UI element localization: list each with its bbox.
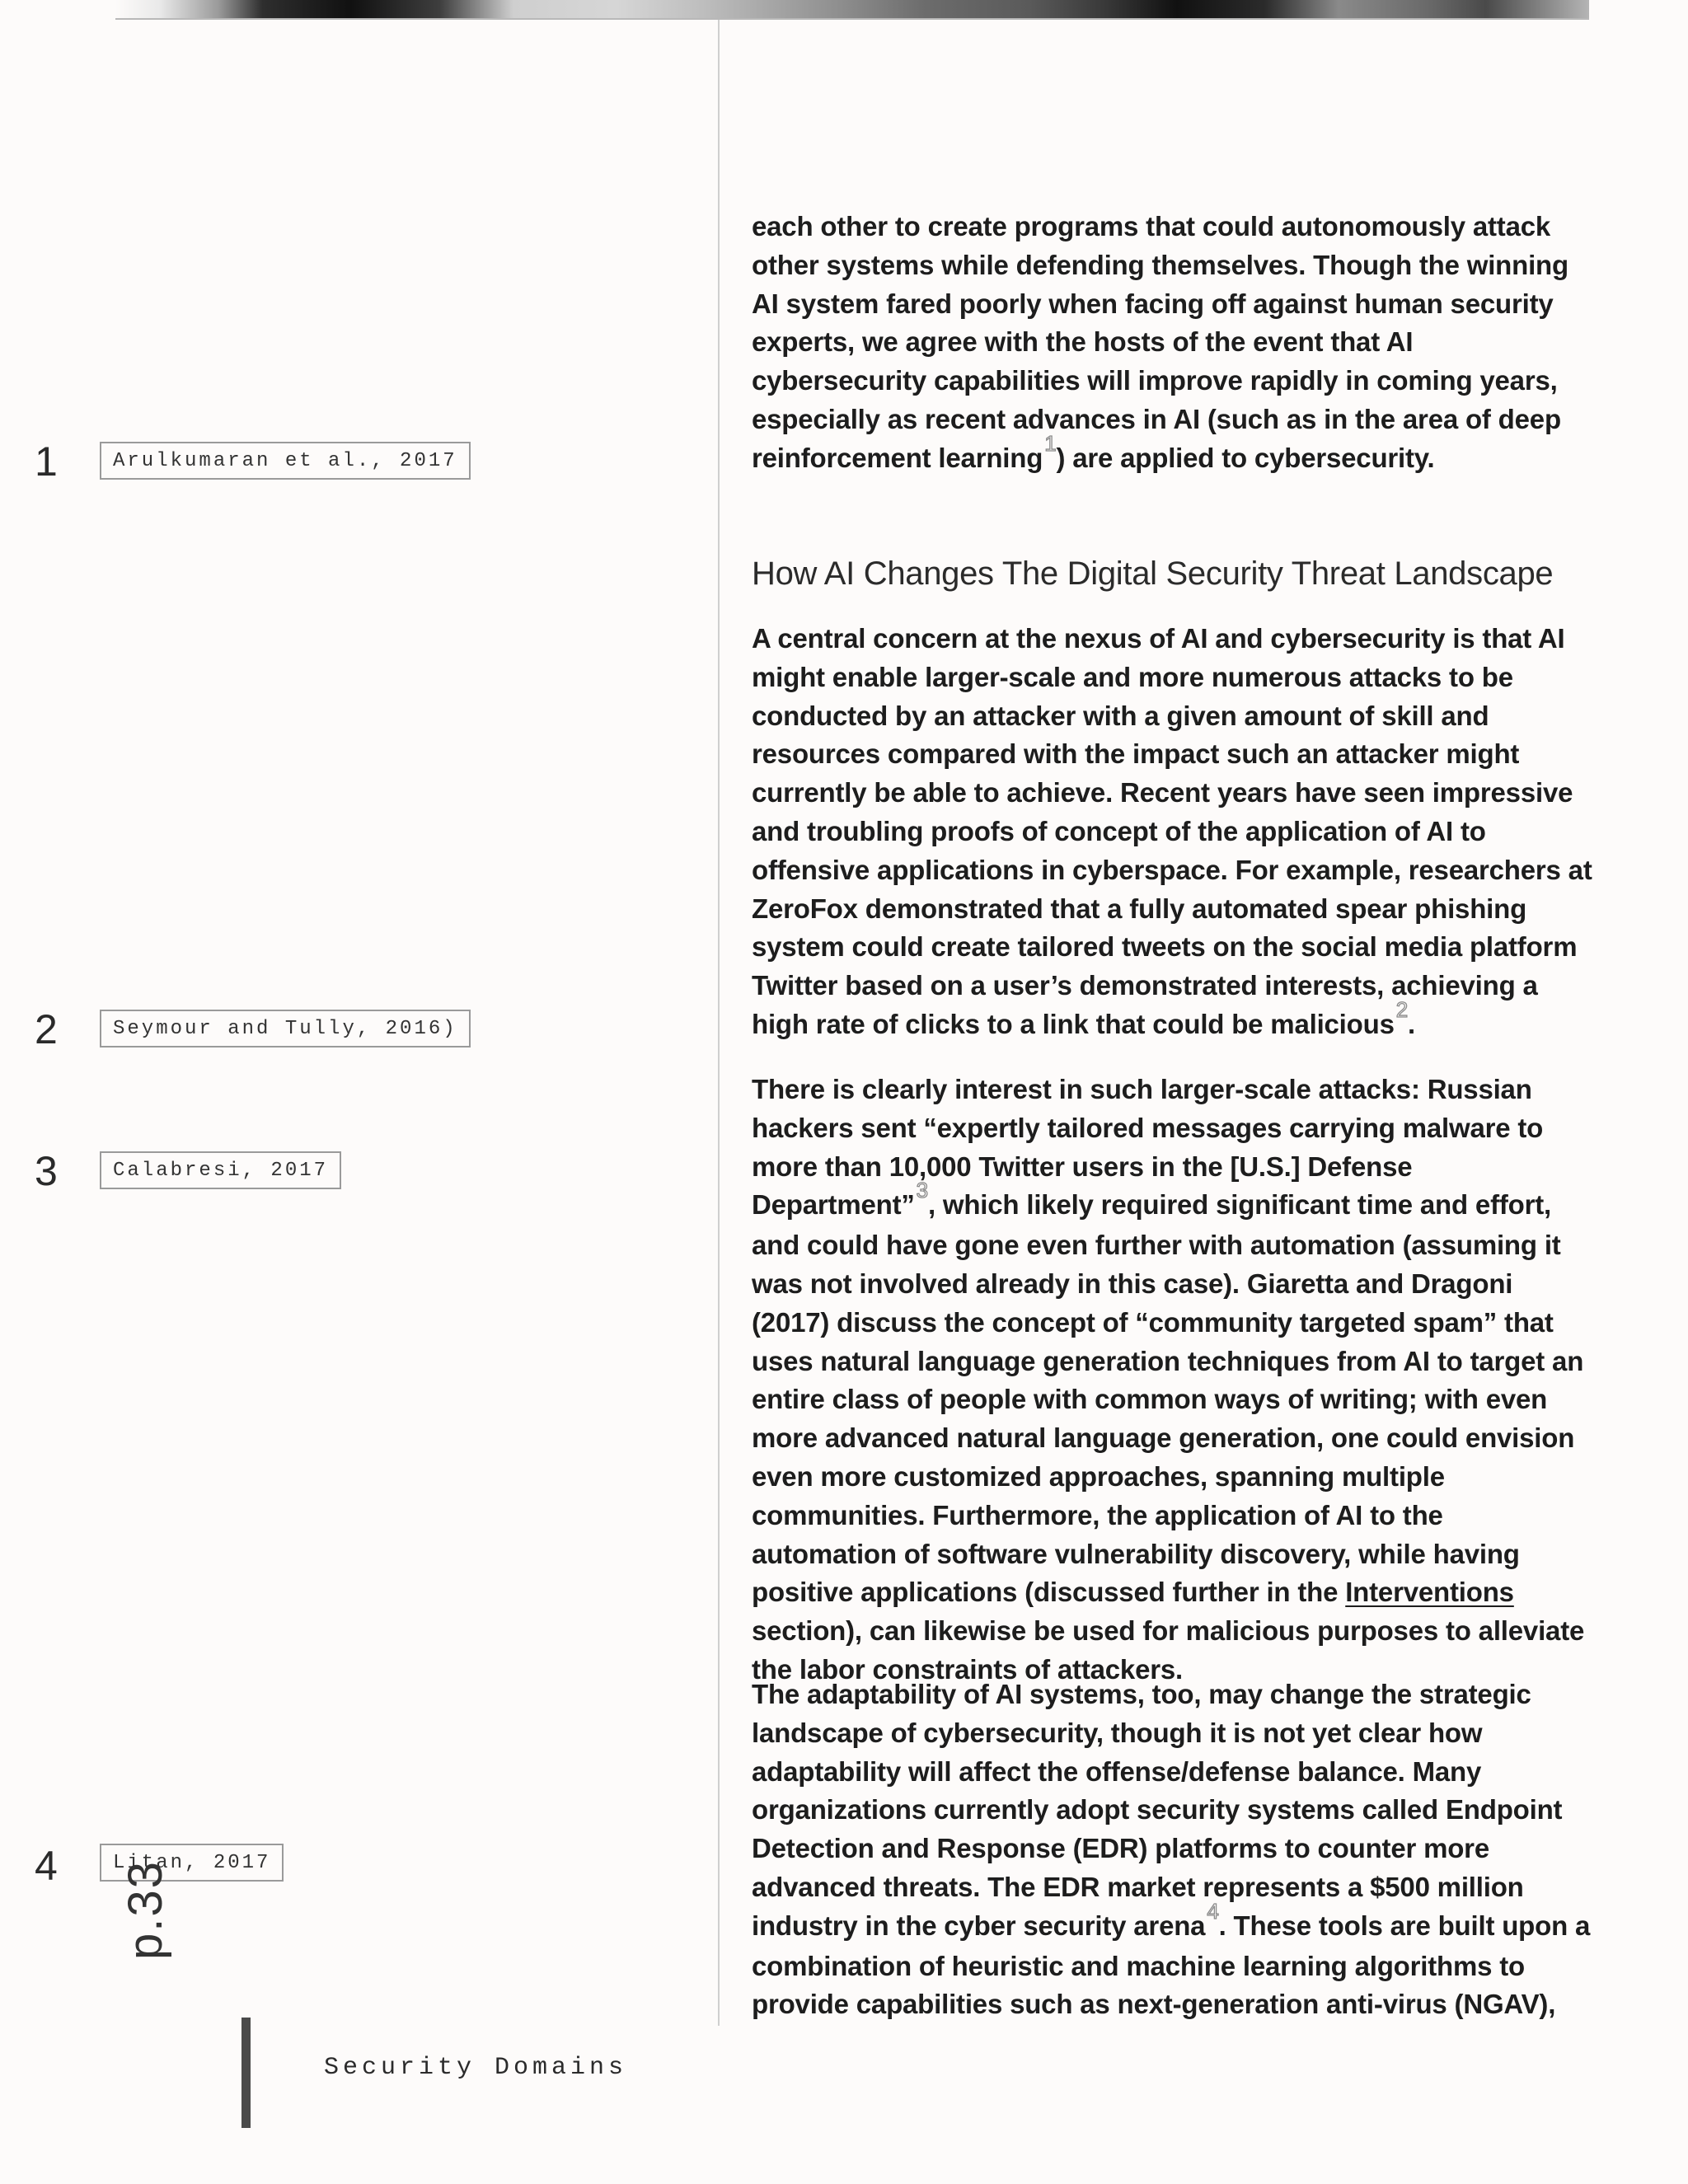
section-heading: How AI Changes The Digital Security Threat Landscape xyxy=(752,555,1554,592)
paragraph-1 xyxy=(752,620,1592,1046)
paragraph-2-text-end: section), can likewise be used for malicious purposes to alleviate the labor constraints of attackers. xyxy=(752,1615,1585,1685)
paragraph-2-text-mid: , which likely required significant time and effort, and could have gone even further with automation (assuming it was not involved already in this case). Giaretta and Dragoni (2017) discuss the concept of “community targeted spam” that uses natural language generation techniques from AI to target an entire class of people with common ways of writing; with even more advanced natural language generation, one could envision even more customized approaches, spanning multiple communities. Furthermore, the application of AI to the automation of software vulnerability discovery, while having positive applications (discussed further in the xyxy=(752,1189,1584,1608)
top-gradient-bar xyxy=(115,0,1589,19)
top-rule xyxy=(115,18,1589,20)
footnote-citation-2: Seymour and Tully, 2016) xyxy=(100,1010,471,1047)
paragraph-3-text-end: . These tools are built upon a combination of heuristic and machine learning algorithms to provide capabilities such as next-generation anti-virus (NGAV), xyxy=(752,1910,1591,2020)
footnote-ref-1[interactable]: 1 xyxy=(1044,430,1057,456)
paragraph-1-text: A central concern at the nexus of AI and cybersecurity is that AI might enable larger-scale and more numerous attacks to be conducted by an attacker with a given amount of skill and resources compared with the impact such an attacker might currently be able to achieve. Recent years have seen impressive and troubling proofs of concept of the application of AI to offensive applications in cyberspace. For example, researchers at ZeroFox demonstrated that a fully automated spear phishing system could create tailored tweets on the social media platform Twitter based on a user’s demonstrated interests, achieving a high rate of clicks to a link that could be malicious xyxy=(752,623,1592,1039)
footnote-number-1: 1 xyxy=(35,438,58,485)
paragraph-2-text: There is clearly interest in such larger-scale attacks: Russian hackers sent “expertly tailored messages carrying malware to more than 10,000 Twitter users in the [U.S.] Defense Department” xyxy=(752,1074,1544,1221)
footnote-citation-1: Arulkumaran et al., 2017 xyxy=(100,442,471,480)
intro-paragraph xyxy=(752,208,1592,480)
footnote-citation-4: Litan, 2017 xyxy=(100,1844,284,1882)
paragraph-1-text-end: . xyxy=(1408,1008,1415,1039)
column-divider xyxy=(718,20,720,2026)
footnote-ref-4[interactable]: 4 xyxy=(1207,1898,1219,1924)
intro-text-end: ) are applied to cybersecurity. xyxy=(1056,442,1435,473)
paragraph-2 xyxy=(752,1071,1592,1690)
footnote-ref-3[interactable]: 3 xyxy=(916,1178,928,1203)
section-label: Security Domains xyxy=(324,2054,628,2082)
footnote-number-3: 3 xyxy=(35,1148,58,1194)
footnote-number-2: 2 xyxy=(35,1006,58,1052)
page-number: p.33 xyxy=(119,1860,172,1960)
footnote-number-4: 4 xyxy=(35,1843,58,1889)
paragraph-3-text: The adaptability of AI systems, too, may change the strategic landscape of cybersecurity, though it is not yet clear how adaptability will affect the offense/defense balance. Many organizations currently adopt security systems called Endpoint Detection and Response (EDR) platforms to counter more advanced threats. The EDR market represents a $500 million industry in the cyber security arena xyxy=(752,1679,1563,1941)
footer-accent-bar xyxy=(241,2018,251,2128)
intro-text: each other to create programs that could autonomously attack other systems while defending themselves. Though the winning AI system fared poorly when facing off against human security experts, we agree with the hosts of the event that AI cybersecurity capabilities will improve rapidly in coming years, especially as recent advances in AI (such as in the area of deep reinforcement learning xyxy=(752,211,1568,473)
footnote-citation-3: Calabresi, 2017 xyxy=(100,1151,341,1189)
interventions-link[interactable]: Interventions xyxy=(1345,1577,1514,1608)
paragraph-3 xyxy=(752,1675,1592,2024)
footnote-ref-2[interactable]: 2 xyxy=(1395,996,1408,1022)
